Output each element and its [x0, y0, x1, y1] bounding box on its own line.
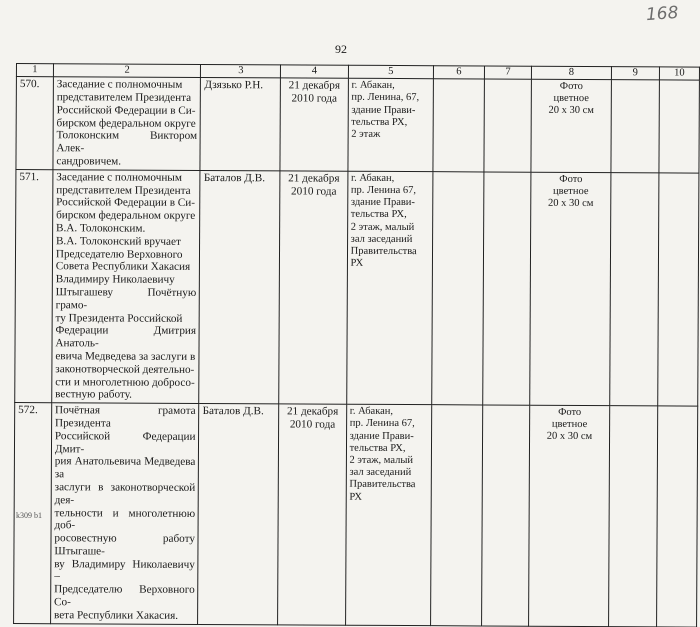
column-header-8: 8	[532, 66, 612, 80]
column-header-4: 4	[281, 65, 348, 79]
column-9-cell	[611, 80, 660, 173]
row-number: 570.	[16, 77, 53, 170]
column-7-cell	[481, 405, 530, 626]
event-description: Заседание с полномочным представителем Президента Российской Федерации в Си- бирском федеральном округе Толоконским Виктором Алек- сандровичем.	[53, 77, 201, 170]
column-header-3: 3	[201, 64, 281, 78]
photo-format: Фото цветное 20 х 30 см	[531, 79, 611, 172]
photo-format: Фото цветное 20 х 30 см	[529, 405, 610, 626]
event-description: Заседание с полномочным представителем Президента Российской Федерации в Си- бирском федеральном округе В.А. Толоконским. В.А. Толоконский вручает Председателю Верховного Совета Республики Хакасия Владимиру Николаевичу Штыгашеву Почётную грамо- ту Президента Российской Федерации Дмитрия Анатоль- евича Медведева за заслуги в законотворческой деятельно- сти и многолетнюю добросо- вестную работу.	[52, 169, 201, 403]
responsible-person: Дзязько Р.Н.	[200, 78, 280, 171]
column-7-cell	[484, 79, 532, 172]
column-9-cell	[609, 172, 658, 406]
event-date: 21 декабря 2010 года	[280, 78, 348, 171]
footer-code: k309 b1	[16, 511, 42, 520]
page-number: 92	[335, 42, 347, 56]
column-6-cell	[432, 171, 484, 405]
column-header-9: 9	[611, 67, 659, 80]
column-6-cell	[433, 79, 484, 172]
column-10-cell	[658, 173, 699, 407]
column-header-7: 7	[484, 66, 531, 79]
handwritten-page-number: 168	[645, 2, 680, 26]
event-date: 21 декабря 2010 года	[279, 171, 348, 405]
event-date: 21 декабря 2010 года	[278, 404, 346, 625]
table-row	[15, 169, 699, 406]
row-number: 572.	[14, 403, 52, 624]
column-header-1: 1	[16, 64, 53, 77]
column-header-6: 6	[434, 66, 485, 79]
event-place: г. Абакан, пр. Ленина, 67, здание Прави- тельства РХ, 2 этаж	[348, 78, 434, 171]
register-table	[13, 63, 700, 627]
row-number: 571.	[15, 169, 53, 403]
column-header-5: 5	[348, 65, 434, 79]
event-place: г. Абакан, пр. Ленина 67, здание Прави- тельства РХ, 2 этаж, малый зал заседаний Правительства РХ	[345, 404, 432, 625]
photo-format: Фото цветное 20 х 30 см	[530, 172, 611, 406]
column-9-cell	[608, 406, 657, 627]
responsible-person: Баталов Д.В.	[199, 170, 280, 404]
column-10-cell	[656, 406, 697, 627]
table-row	[14, 403, 698, 627]
table-row	[16, 77, 699, 173]
column-header-2: 2	[53, 64, 201, 78]
responsible-person: Баталов Д.В.	[198, 404, 279, 625]
column-6-cell	[431, 405, 483, 626]
column-10-cell	[659, 80, 700, 173]
column-7-cell	[483, 172, 532, 406]
event-description: Почётная грамота Президента Российской Федерации Дмит- рия Анатольевича Медведева за заслуги в законотворческой дея- тельности и многолетнюю доб- росовестную работу Штыгаше- ву Владимиру Николаевичу – Председателю Верховного Со- вета Республики Хакасия.	[50, 403, 199, 624]
event-place: г. Абакан, пр. Ленина 67, здание Прави- тельства РХ, 2 этаж, малый зал заседаний Правительства РХ	[346, 171, 433, 405]
column-header-10: 10	[659, 67, 699, 80]
